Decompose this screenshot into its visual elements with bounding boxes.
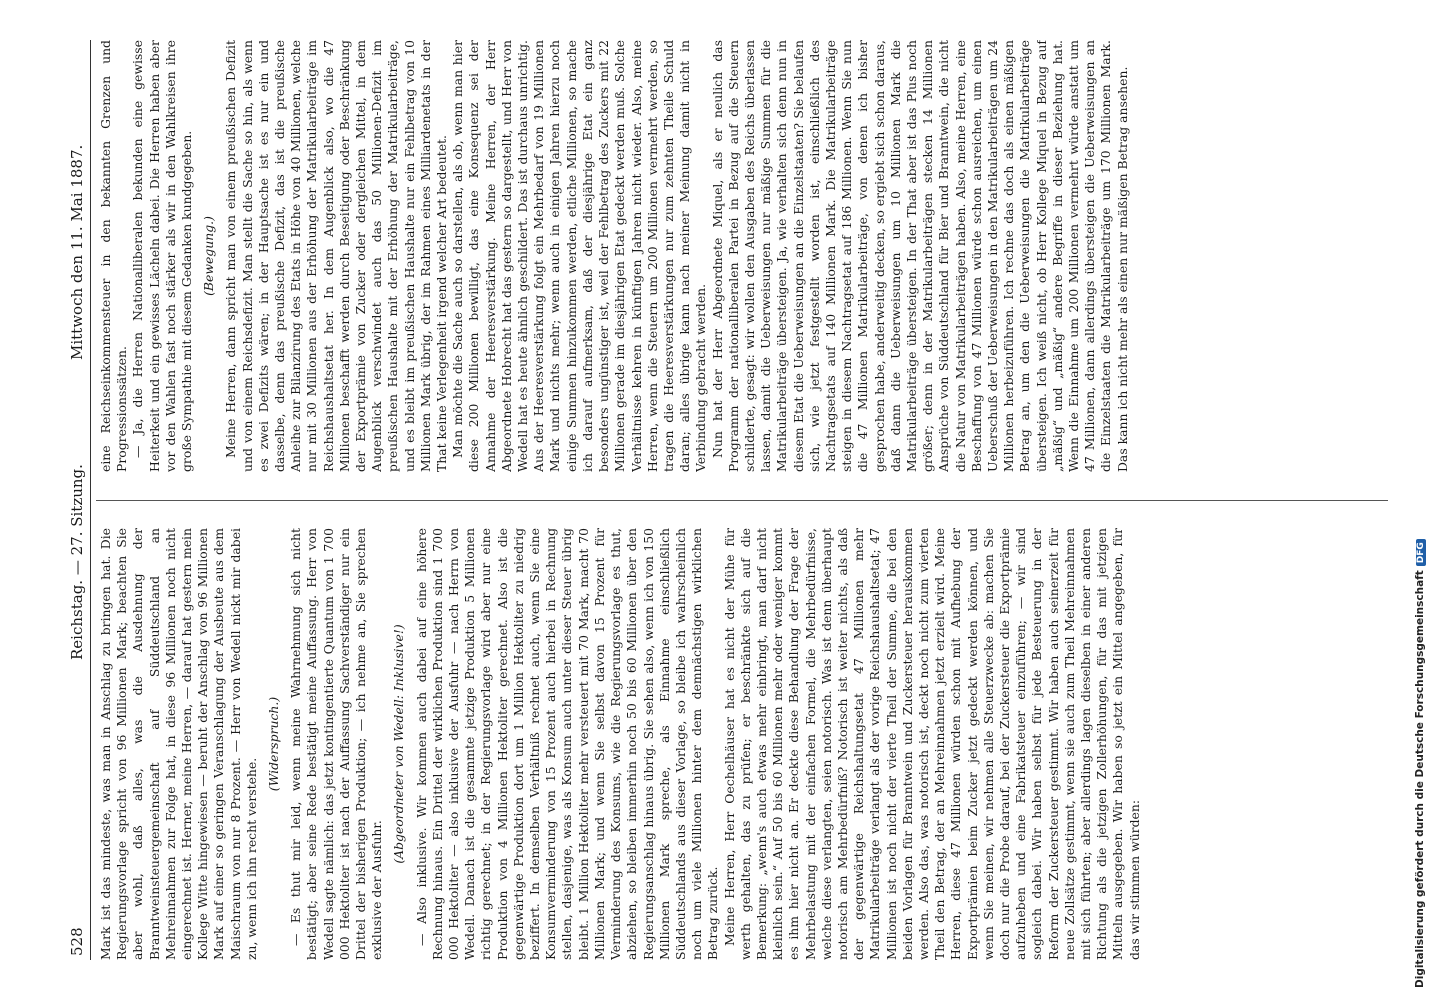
- paragraph: Man möchte die Sache auch so darstellen, als ob, wenn man hier diese 200 Millionen bewilligt, das eine Konsequenz sei der Annahme der Heeresverstärkung. Meine Herren, der Herr Abgeordnete Hobrecht hat das gestern so dargestellt, und Herr von Wedell hat es heute ähnlich geschildert. Das ist durchaus unrichtig. Aus der Heeresverstärkung folgt ein Mehrbedarf von 19 Millionen Mark und nichts mehr; wenn auch in einigen Jahren hierzu noch einige Summen hinzukommen werden, etliche Millionen, so mache ich darauf aufmerksam, daß der diesjährige Etat ein ganz besonders ungünstiger ist, weil der Fehlbetrag des Zuckers mit 22 Millionen gerade im diesjährigen Etat gedeckt werden muß. Solche Verhältnisse kehren in künftigen Jahren nicht wieder. Also, meine Herren, wenn die Steuern um 200 Millionen vermehrt werden, so tragen die Heeresverstärkungen nur zum zehnten Theile Schuld daran; alles übrige kann nach meiner Meinung damit nicht in Verbindung gebracht werden.: [450, 40, 709, 472]
- interjection: (Bewegung.): [201, 216, 217, 296]
- header-date: Mittwoch den 11. Mai 1887.: [68, 144, 86, 360]
- column-divider: [96, 500, 1388, 501]
- digitization-note-text: Digitalisierung gefördert durch die Deutsche Forschungsgemeinschaft: [1414, 570, 1426, 988]
- paragraph: Mark ist das mindeste, was man in Anschlag zu bringen hat. Die Regierungsvorlage spricht von 96 Millionen Mark; beachten Sie aber wohl, daß alles, was die Ausdehnung der Branntweinsteuergemeinschaft auf Süddeutschland an Mehreinnahmen zur Folge hat, in diese 96 Millionen noch nicht eingerechnet ist. Herner, meine Herren, — darauf hat gestern mein Kollege Witte hingewiesen — beruht der Anschlag von 96 Millionen Mark auf einer so geringen Veranschlagung der Ausbeute aus dem Maischraum von nur 8 Prozent. — Herr von Wedell nickt mir dabei zu, wenn ich ihn recht verstehe.: [98, 528, 259, 960]
- dfg-logo: DFG: [1416, 539, 1426, 566]
- digitization-note: [1414, 28, 1428, 988]
- paragraph: — Es thut mir leid, wenn meine Wahrnehmung sich nicht bestätigt; aber seine Rede bestätigt meine Auffassung. Herr von Wedell sagte nämlich: das jetzt kontingentierte Quantum von 1 700 000 Hektoliter ist nach der Auffassung Sachverständiger nur ein Drittel der bisherigen Produktion; — ich nehme an, Sie sprechen exklusive der Ausfuhr.: [288, 528, 385, 960]
- paragraph: eine Reichseinkommensteuer in den bekannten Grenzen und Progressionssätzen.: [98, 40, 130, 472]
- paragraph: Nun hat der Herr Abgeordnete Miquel, als er neulich das Programm der nationalliberalen Partei in Bezug auf die Steuern schilderte, gesagt: wir wollen den Ausgaben des Reichs überlassen lassen, damit die Ueberweisungen nur mäßige Summen für die Matrikularbeiträge übersteigen. Ja, wie verhalten sich denn nun in diesem Etat die Ueberweisungen an die Einzelstaaten? Sie belaufen sich, wie jetzt festgestellt worden ist, einschließlich des Nachtragsetats auf 140 Millionen Mark. Die Matrikularbeiträge steigen in diesem Nachtragsetat auf 186 Millionen. Wenn Sie nun die 47 Millionen Matrikularbeiträge, von denen ich bisher gesprochen habe, anderweitig decken, so ergiebt sich schon daraus, daß dann die Ueberweisungen um 10 Millionen Mark die Matrikularbeiträge übersteigen. In der That aber ist das Plus noch größer; denn in der Matrikularbeiträgen stecken 14 Millionen Ansprüche von Süddeutschland für Bier und Branntwein, die nicht die Natur von Matrikularbeiträgen haben. Also, meine Herren, eine Beschaffung von 47 Millionen würde schon ausreichen, um einen Ueberschuß der Ueberweisungen in den Matrikularbeiträgen um 24 Millionen herbeizuführen. Ich rechne das doch als einen mäßigen Betrag an, um den die Ueberweisungen die Matrikularbeiträge übersteigen. Ich weiß nicht, ob Herr Kollege Miquel in Bezug auf „mäßig“ und „mäßig“ andere Begriffe in dieser Beziehung hat. Wenn die Einnahme um 200 Millionen vermehrt würde anstatt um 47 Millionen, dann allerdings übersteigen die Ueberweisungen an die Einzelstaaten die Matrikularbeiträge um 170 Millionen Mark. Das kann ich nicht mehr als einen nur mäßigen Betrag ansehen.: [709, 40, 1130, 472]
- paragraph: Meine Herren, Herr Oechelhäuser hat es nicht der Mühe für werth gehalten, das zu prüfen; er beschränkte sich auf die Bemerkung: „wenn's auch etwas mehr einbringt, man darf nicht kleinlich sein.“ Auf 50 bis 60 Millionen mehr oder weniger kommt es ihm hier nicht an. Er deckte diese Behandlung der Frage der Mehrbelastung mit der einfachen Formel, die Mehrbedürfnisse, welche diese verlangten, seien notorisch. Was ist denn überhaupt notorisch am Mehrbedürfniß? Notorisch ist weiter nichts, als daß der gegenwärtige Reichshaltungsetat 47 Millionen mehr Matrikularbeiträge verlangt als der vorige Reichshaushaltsetat; 47 Millionen ist noch nicht der vierte Theil der Summe, die bei den beiden Vorlagen für Branntwein und Zuckersteuer herauskommen werden. Also das, was notorisch ist, deckt noch nicht zum vierten Theil den Betrag, der an Mehreinnahmen jetzt erzielt wird. Meine Herren, diese 47 Millionen würden schon mit Aufhebung der Exportprämien beim Zucker jetzt gedeckt werden können, und wenn Sie meinen, wir nehmen alle Steuerzwecke ab: machen Sie doch nur die Probe darauf, bei der Zuckersteuer die Exportprämie aufzuheben und eine Fabrikatsteuer einzuführen; — wir sind sogleich dabei. Wir haben selbst für jede Besteuerung in der Reform der Zuckersteuer gestimmt. Wir haben auch seinerzeit für neue Zollsätze gestimmt, wenn sie auch zum Theil Mehreinnahmen mit sich führten; aber allerdings lagen dieselben in einer anderen Richtung als die jetzigen Zollerhöhungen, für das mit jetzigen Mitteln ausgegeben. Wir haben so jetzt ein Mittel angegeben, für das wir stimmen würden:: [721, 528, 1142, 960]
- header-rule: [90, 40, 91, 960]
- paragraph: — Ja, die Herren Nationalliberalen bekunden eine gewisse Heiterkeit und ein gewisses Lächeln dabei. Die Herren haben aber vor den Wahlen fast noch stärker als wir in den Wahlkreisen ihre große Sympathie mit diesem Gedanken kundgegeben.: [130, 40, 195, 472]
- page-number: 528: [68, 927, 86, 956]
- interjection: (Widerspruch.): [266, 696, 282, 792]
- right-text-column: [98, 40, 1388, 472]
- page-header: [66, 40, 92, 960]
- rotated-page: [66, 40, 1396, 960]
- header-session-title: Reichstag. — 27. Sitzung.: [68, 464, 86, 660]
- paragraph: Meine Herren, dann spricht man von einem preußischen Defizit und von einem Reichsdefizit. Man stellt die Sache so hin, als wenn es zwei Defizits wären; in der Hauptsache ist es nur ein und dasselbe, denn das preußische Defizit, das ist die preußische Anleihe zur Bilanzirung des Etats in Höhe von 40 Millionen, welche nur mit 30 Millionen aus der Erhöhung der Matrikularbeiträge im Reichshaushaltsetat her. In dem Augenblick also, wo die 47 Millionen beschafft werden durch Beseitigung oder Beschränkung der Exportprämie von Zucker oder dergleichen Mittel, in dem Augenblick verschwindet auch das 50 Millionen-Defizit im preußischen Haushalte mit der Erhöhung der Matrikularbeiträge, und es bleibt im preußischen Haushalte nur ein Fehlbetrag von 10 Millionen Mark übrig, der im Rahmen eines Milliardenetats in der That keine Verlegenheit irgend welcher Art bedeutet.: [223, 40, 450, 472]
- interjection: (Abgeordneter von Wedell: Inklusive!): [391, 624, 407, 864]
- paragraph: — Also inklusive. Wir kommen auch dabei auf eine höhere Rechnung hinaus. Ein Drittel der wirklichen Produktion sind 1 700 000 Hektoliter — also inklusive der Ausfuhr — nach Herrn von Wedell. Danach ist die gesammte jetzige Produktion 5 Millionen richtig gerechnet; in der Regierungsvorlage wird aber nur eine Produktion von 4 Millionen Hektoliter gerechnet. Also ist die gegenwärtige Produktion dort um 1 Million Hektoliter zu niedrig beziffert. In demselben Verhältniß rechnet auch, wenn Sie eine Konsumverminderung von 15 Prozent auch hierbei in Rechnung stellen, dasjenige, was als Konsum auch unter dieser Steuer übrig bleibt. 1 Million Hektoliter mehr versteuert mit 70 Mark, macht 70 Millionen Mark; und wenn Sie selbst davon 15 Prozent für Verminderung des Konsums, wie die Regierungsvorlage es thut, abziehen, so bleiben immerhin noch 50 bis 60 Millionen über den Regierungsanschlag hinaus übrig. Sie sehen also, wenn ich von 150 Millionen Mark spreche, als Einnahme einschließlich Süddeutschlands aus dieser Vorlage, so bleibe ich wahrscheinlich noch um viele Millionen hinter dem demnächstigen wirklichen Betrag zurück.: [413, 528, 721, 960]
- left-text-column: [98, 528, 1388, 960]
